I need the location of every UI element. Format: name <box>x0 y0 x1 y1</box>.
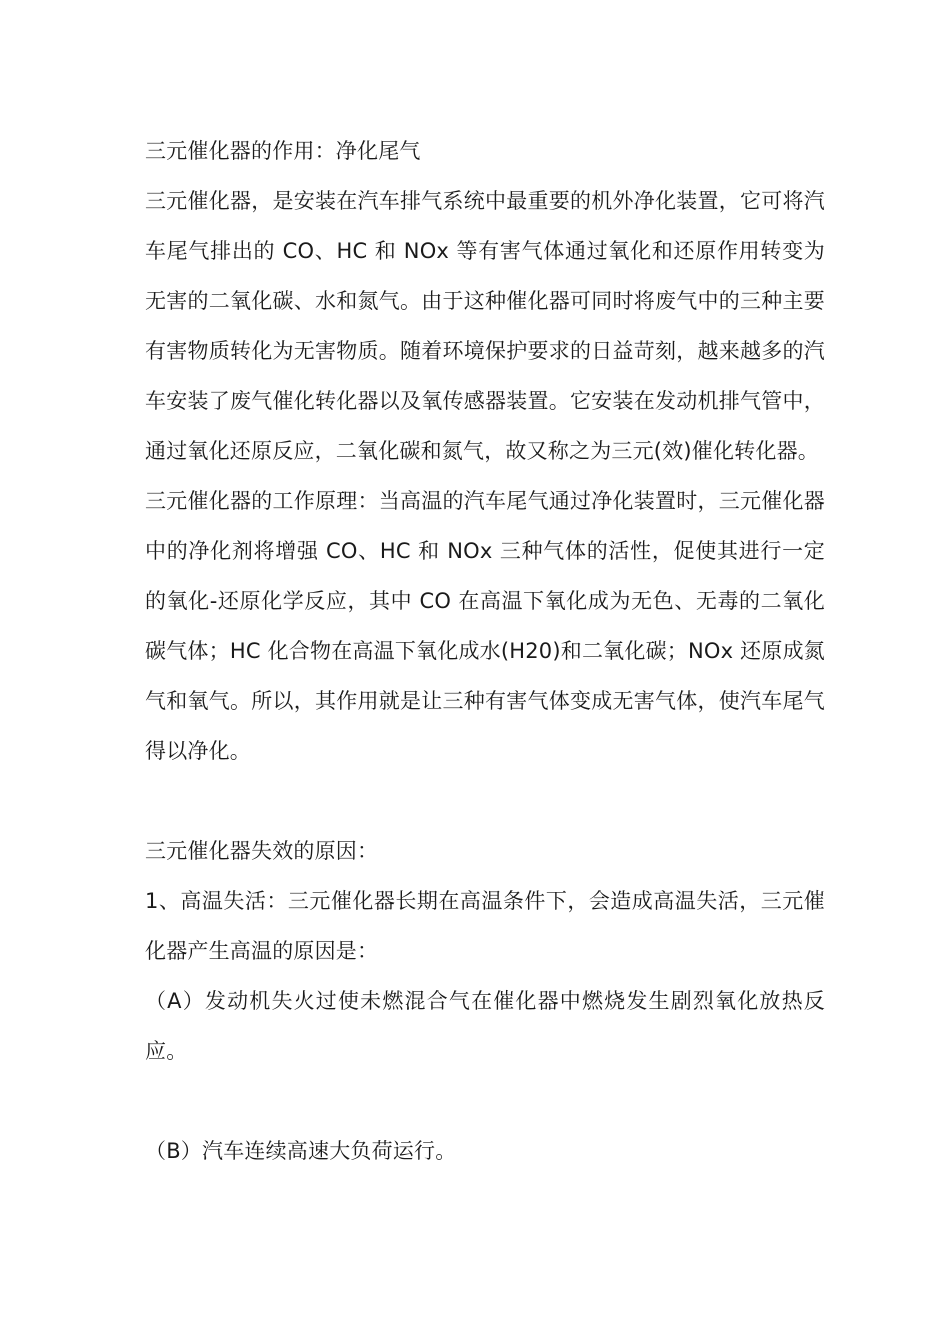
blank-line <box>145 1076 825 1126</box>
paragraph-principle: 三元催化器的工作原理：当高温的汽车尾气通过净化装置时，三元催化器中的净化剂将增强 CO、HC 和 NOx 三种气体的活性，促使其进行一定的氧化-还原化学反应，其中 CO 在高温下氧化成为无色、无毒的二氧化碳气体；HC 化合物在高温下氧化成水(H20)和二氧化碳；NOx 还原成氮气和氧气。所以，其作用就是让三种有害气体变成无害气体，使汽车尾气得以净化。 <box>145 489 825 763</box>
heading-failure: 三元催化器失效的原因： <box>145 839 379 863</box>
list-item-1: 1、高温失活：三元催化器长期在高温条件下，会造成高温失活，三元催化器产生高温的原因是： <box>145 889 825 963</box>
heading-function: 三元催化器的作用：净化尾气 <box>145 139 421 163</box>
list-item-b: （B）汽车连续高速大负荷运行。 <box>145 1139 457 1163</box>
paragraph-intro: 三元催化器，是安装在汽车排气系统中最重要的机外净化装置，它可将汽车尾气排出的 CO、HC 和 NOx 等有害气体通过氧化和还原作用转变为无害的二氧化碳、水和氮气。由于这种催化器可同时将废气中的三种主要有害物质转化为无害物质。随着环境保护要求的日益苛刻，越来越多的汽车安装了废气催化转化器以及氧传感器装置。它安装在发动机排气管中，通过氧化还原反应，二氧化碳和氮气，故又称之为三元(效)催化转化器。 <box>145 189 825 463</box>
blank-line <box>145 776 825 826</box>
document-body <box>145 126 825 1176</box>
list-item-a: （A）发动机失火过使未燃混合气在催化器中燃烧发生剧烈氧化放热反应。 <box>145 989 825 1063</box>
